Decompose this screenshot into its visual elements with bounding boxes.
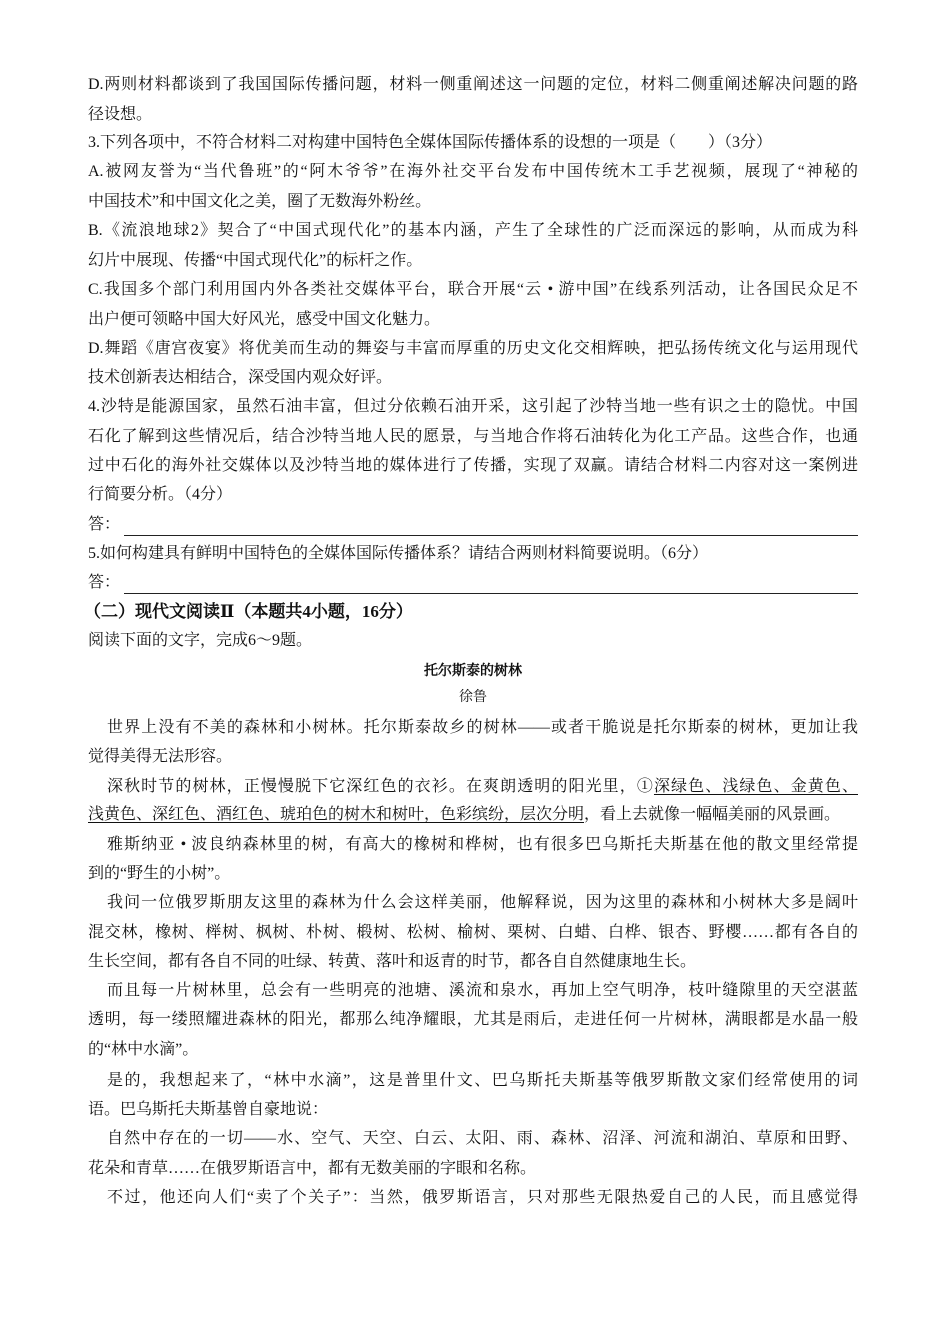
paragraph-line: 觉得美得无法形容。	[88, 748, 233, 765]
paragraph-line: 花朵和青草……在俄罗斯语言中，都有无数美丽的字眼和名称。	[88, 1160, 537, 1177]
q2-option-d-line: 径设想。	[88, 106, 153, 123]
q3-option-d-line: 技术创新表达相结合，深受国内观众好评。	[88, 369, 393, 386]
paragraph-line	[88, 776, 858, 798]
paragraph-line: 是的，我想起来了，“林中水滴”，这是普里什文、巴乌斯托夫斯基等俄罗斯散文家们经常使用的词	[107, 1072, 858, 1089]
q3-option-b-line: B.《流浪地球2》契合了“中国式现代化”的基本内涵，产生了全球性的广泛而深远的影响，从而成为科	[88, 222, 858, 239]
answer-label: 答：	[88, 516, 121, 533]
section-instruction: 阅读下面的文字，完成6～9题。	[88, 632, 313, 649]
answer-blank-line[interactable]	[124, 519, 858, 536]
q3-option-a-line: 中国技术”和中国文化之美，圈了无数海外粉丝。	[88, 193, 432, 210]
paragraph-line: 到的“野生的小树”。	[88, 865, 231, 882]
q3-option-a-line: A.被网友誉为“当代鲁班”的“阿木爷爷”在海外社交平台发布中国传统木工手艺视频，展现了“神秘的	[88, 163, 858, 180]
paragraph-line: 而且每一片树林里，总会有一些明亮的池塘、溪流和泉水，再加上空气明净，枝叶缝隙里的天空湛蓝	[107, 982, 858, 999]
plain-text: ，看上去就像一幅幅美丽的风景画。	[584, 806, 841, 823]
q3-option-c-line: C.我国多个部门利用国内外各类社交媒体平台，联合开展“云 • 游中国”在线系列活动，让各国民众足不	[88, 281, 858, 298]
underlined-text: 浅黄色、深红色、酒红色、琥珀色的树木和树叶，色彩缤纷，层次分明	[88, 806, 585, 823]
q4-stem-line: 石化了解到这些情况后，结合沙特当地人民的愿景，与当地合作将石油转化为化工产品。这些合作，也通	[88, 428, 858, 445]
q4-stem-line: 4.沙特是能源国家，虽然石油丰富，但过分依赖石油开采，这引起了沙特当地一些有识之士的隐忧。中国	[88, 398, 858, 415]
paragraph-line: 雅斯纳亚 • 波良纳森林里的树，有高大的橡树和桦树，也有很多巴乌斯托夫斯基在他的散文里经常提	[107, 836, 858, 853]
q4-stem-line: 行简要分析。（4分）	[88, 486, 233, 503]
q2-option-d-line: D.两则材料都谈到了我国国际传播问题，材料一侧重阐述这一问题的定位，材料二侧重阐述解决问题的路	[88, 76, 858, 93]
paragraph-line: 世界上没有不美的森林和小树林。托尔斯泰故乡的树林——或者干脆说是托尔斯泰的树林，更加让我	[107, 719, 858, 736]
article-author: 徐鲁	[459, 690, 487, 705]
underlined-text: 深绿色、浅绿色、金黄色、	[653, 778, 858, 795]
article-title: 托尔斯泰的树林	[424, 664, 522, 679]
paragraph-line: 混交林，橡树、榉树、枫树、朴树、椴树、松树、榆树、栗树、白蜡、白桦、银杏、野樱……都有各自的	[88, 924, 858, 941]
paragraph-line: 的“林中水滴”。	[88, 1041, 199, 1058]
answer-label: 答：	[88, 574, 121, 591]
paragraph-line	[88, 804, 858, 826]
q3-stem: 3.下列各项中，不符合材料二对构建中国特色全媒体国际传播体系的设想的一项是（ ）（3分）	[88, 134, 773, 151]
paragraph-line: 透明，每一缕照耀进森林的阳光，都那么纯净耀眼，尤其是雨后，走进任何一片树林，满眼都是水晶一般	[88, 1011, 858, 1028]
q3-option-c-line: 出户便可领略中国大好风光，感受中国文化魅力。	[88, 311, 441, 328]
answer-blank-line[interactable]	[124, 577, 858, 594]
paragraph-line: 语。巴乌斯托夫斯基曾自豪地说：	[88, 1101, 329, 1118]
q5-answer-field[interactable]	[88, 572, 858, 594]
paragraph-line: 生长空间，都有各自不同的吐绿、转黄、落叶和返青的时节，都各自自然健康地生长。	[88, 953, 697, 970]
q5-stem: 5.如何构建具有鲜明中国特色的全媒体国际传播体系？请结合两则材料简要说明。（6分）	[88, 545, 709, 562]
section-heading: （二）现代文阅读Ⅱ（本题共4小题，16分）	[84, 602, 413, 621]
paragraph-line: 不过，他还向人们“卖了个关子”：当然，俄罗斯语言，只对那些无限热爱自己的人民，而且感觉得	[107, 1189, 858, 1206]
plain-text: 深秋时节的树林，正慢慢脱下它深红色的衣衫。在爽朗透明的阳光里，①	[107, 778, 654, 795]
q3-option-d-line: D.舞蹈《唐宫夜宴》将优美而生动的舞姿与丰富而厚重的历史文化交相辉映，把弘扬传统文化与运用现代	[88, 340, 858, 357]
paragraph-line: 自然中存在的一切——水、空气、天空、白云、太阳、雨、森林、沼泽、河流和湖泊、草原和田野、	[107, 1130, 858, 1147]
q4-answer-field[interactable]	[88, 514, 858, 536]
q3-option-b-line: 幻片中展现、传播“中国式现代化”的标杆之作。	[88, 252, 423, 269]
paragraph-line: 我问一位俄罗斯朋友这里的森林为什么会这样美丽，他解释说，因为这里的森林和小树林大多是阔叶	[107, 894, 858, 911]
q4-stem-line: 过中石化的海外社交媒体以及沙特当地的媒体进行了传播，实现了双赢。请结合材料二内容对这一案例进	[88, 457, 858, 474]
